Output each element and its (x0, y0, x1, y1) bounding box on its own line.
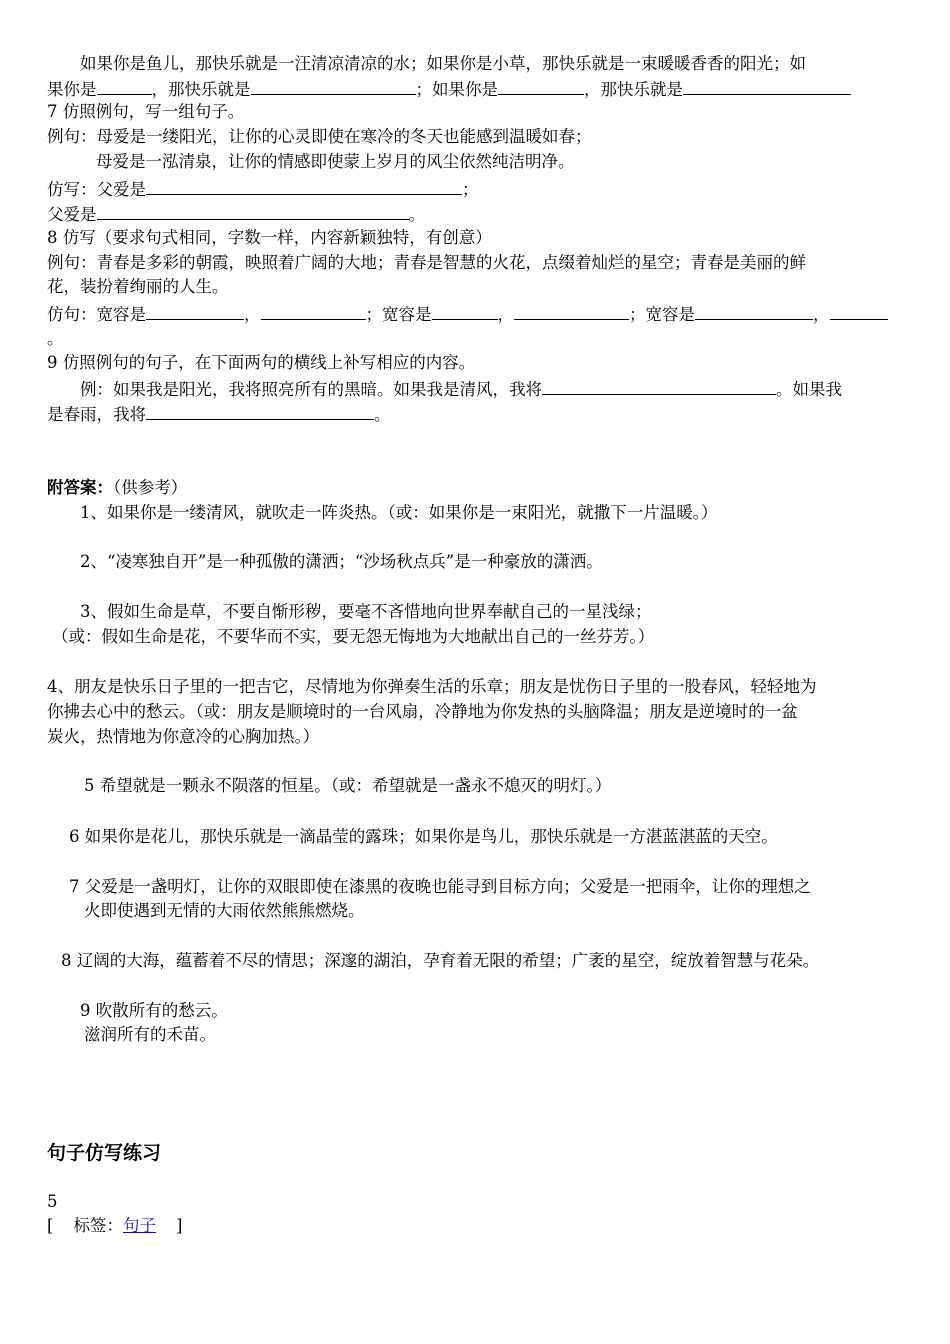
tags-label: 标签： (73, 1216, 123, 1235)
answer-4-line-3: 炭火，热情地为你意冷的心胸加热。） (47, 727, 320, 746)
tag-bracket-open: [ (47, 1216, 54, 1235)
answers-heading-line (47, 477, 187, 499)
exercise-9-line-1 (80, 377, 842, 401)
exercise-8-trailing-period: 。 (47, 329, 64, 348)
fill-blank[interactable] (146, 177, 462, 195)
fill-blank[interactable] (251, 77, 416, 95)
answers-heading: 附答案： (47, 478, 113, 497)
text-fragment: ， (497, 305, 514, 324)
answer-3-line-1: 3、假如生命是草，不要自惭形秽，要毫不吝惜地向世界奉献自己的一星浅绿； (80, 602, 652, 621)
answer-6: 6 如果你是花儿，那快乐就是一滴晶莹的露珠；如果你是鸟儿，那快乐就是一方湛蓝湛蓝的天空。 (69, 827, 778, 846)
text-fragment: ； (462, 180, 479, 199)
answer-2: 2、“凌寒独自开”是一种孤傲的潇洒；“沙场秋点兵”是一种豪放的潇洒。 (80, 552, 603, 571)
tag-link-sentence[interactable]: 句子 (122, 1216, 156, 1235)
exercise-7-example-1: 例句：母爱是一缕阳光，让你的心灵即使在寒冷的冬天也能感到温暖如春； (47, 127, 592, 146)
answer-1: 1、如果你是一缕清风，就吹走一阵炎热。（或：如果你是一束阳光，就撒下一片温暖。） (80, 503, 718, 522)
fill-blank[interactable] (432, 302, 498, 320)
article-title: 句子仿写练习 (47, 1142, 162, 1164)
text-fragment: ；如果你是 (415, 80, 498, 99)
fill-blank[interactable] (146, 302, 244, 320)
exercise-9-line-2 (47, 402, 391, 426)
answer-9-line-2: 滋润所有的禾苗。 (84, 1025, 216, 1044)
exercise-7-title: 7 仿照例句，写一组句子。 (47, 102, 245, 121)
exercise-7-second-line (47, 202, 425, 226)
fill-blank[interactable] (146, 402, 374, 420)
text-fragment: ；宽容是 (629, 305, 695, 324)
exercise-7-example-2: 母爱是一泓清泉，让你的情感即使蒙上岁月的风尘依然纯洁明净。 (96, 152, 575, 171)
answers-note: （供参考） (113, 478, 188, 497)
answer-7-line-2: 火即使遇到无情的大雨依然熊熊燃烧。 (84, 901, 365, 920)
tags-line (47, 1215, 182, 1237)
fill-blank[interactable] (97, 77, 152, 95)
text-fragment: 果你是 (47, 80, 97, 99)
tag-bracket-close: ] (175, 1216, 183, 1235)
fill-blank[interactable] (683, 77, 851, 95)
fill-blank[interactable] (830, 302, 888, 320)
text-fragment: ，那快乐就是 (584, 80, 683, 99)
text-fragment: 例：如果我是阳光，我将照亮所有的黑暗。如果我是清风，我将 (80, 380, 542, 399)
text-fragment: 仿句：宽容是 (47, 305, 146, 324)
text-fragment: 。 (374, 405, 391, 424)
answer-3-line-2: （或：假如生命是花，不要华而不实，要无怨无悔地为大地献出自己的一丝芬芳。） (52, 627, 655, 646)
text-fragment: 仿写：父爱是 (47, 180, 146, 199)
fill-blank[interactable] (261, 302, 366, 320)
text-fragment: ， (813, 305, 830, 324)
text-fragment: 。如果我 (776, 380, 842, 399)
answer-9-line-1: 9 吹散所有的愁云。 (80, 1001, 228, 1020)
exercise-8-title: 8 仿写（要求句式相同，字数一样，内容新颖独特，有创意） (47, 228, 492, 247)
text-fragment: ，那快乐就是 (151, 80, 251, 99)
text-fragment: ， (244, 305, 261, 324)
answer-7-line-1: 7 父爱是一盏明灯，让你的双眼即使在漆黑的夜晚也能寻到目标方向；父爱是一把雨伞，让你的理想之 (69, 877, 811, 896)
fill-blank[interactable] (97, 202, 409, 220)
answer-8: 8 辽阔的大海，蕴蓄着不尽的情思；深邃的湖泊，孕育着无限的希望；广袤的星空，绽放着智慧与花朵。 (61, 951, 820, 970)
answer-4-line-1: 4、朋友是快乐日子里的一把吉它，尽情地为你弹奏生活的乐章；朋友是忧伤日子里的一股春风，轻轻地为 (47, 677, 817, 696)
exercise-8-example-1: 例句：青春是多彩的朝霞，映照着广阔的大地；青春是智慧的火花，点缀着灿烂的星空；青春是美丽的鲜 (47, 253, 806, 272)
text-fragment: 父爱是 (47, 205, 97, 224)
fill-blank[interactable] (695, 302, 813, 320)
view-count: 5 (47, 1192, 58, 1211)
exercise-6-line2 (47, 77, 851, 101)
exercise-7-imitate-line (47, 177, 479, 201)
exercise-8-imitate-line (47, 302, 888, 326)
text-fragment: 是春雨，我将 (47, 405, 146, 424)
text-fragment: 。 (408, 205, 425, 224)
answer-5: 5 希望就是一颗永不陨落的恒星。（或：希望就是一盏永不熄灭的明灯。） (84, 776, 612, 795)
exercise-8-example-2: 花，装扮着绚丽的人生。 (47, 277, 229, 296)
text-fragment: ；宽容是 (365, 305, 432, 324)
fill-blank[interactable] (542, 377, 776, 395)
exercise-6-line1: 如果你是鱼儿，那快乐就是一汪清凉清凉的水；如果你是小草，那快乐就是一束暖暖香香的阳光；如 (80, 54, 806, 73)
answer-4-line-2: 你拂去心中的愁云。（或：朋友是顺境时的一台风扇，冷静地为你发热的头脑降温；朋友是逆境时的一盆 (47, 702, 798, 721)
fill-blank[interactable] (514, 302, 629, 320)
exercise-9-title: 9 仿照例句的句子，在下面两句的横线上补写相应的内容。 (47, 353, 476, 372)
fill-blank[interactable] (498, 77, 584, 95)
